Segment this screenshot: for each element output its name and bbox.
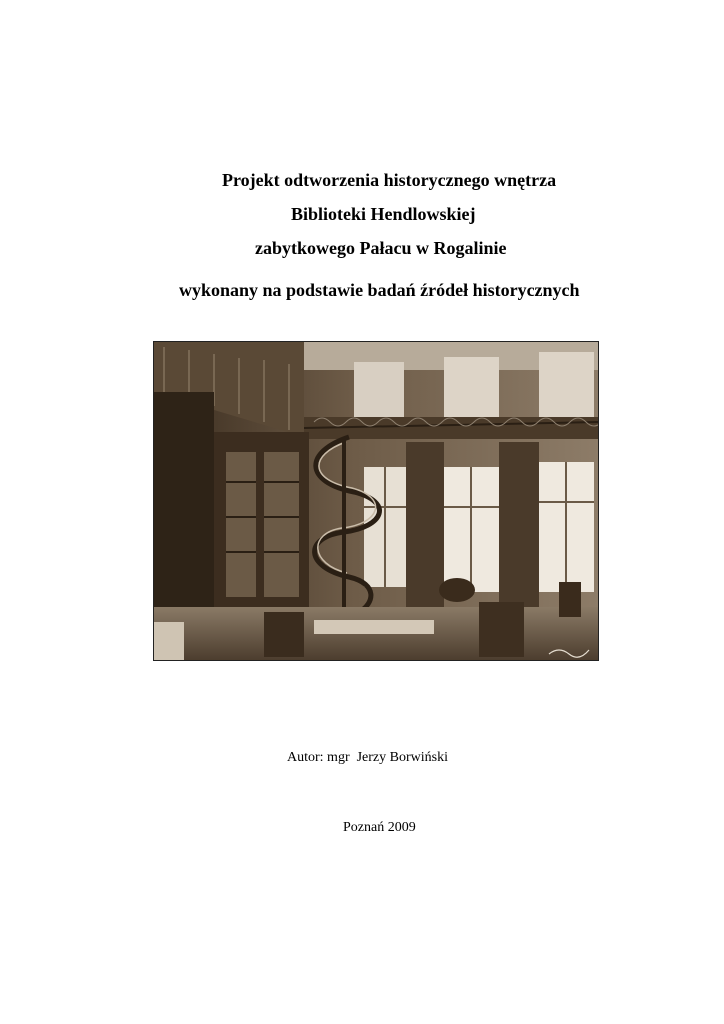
- library-photo-drawing: [154, 342, 599, 661]
- title-line-4: wykonany na podstawie badań źródeł historycznych: [179, 280, 580, 300]
- title-line-1: Projekt odtworzenia historycznego wnętrza: [222, 170, 557, 190]
- author-line: Autor: mgr Jerzy Borwiński: [287, 750, 448, 765]
- title-line-3: zabytkowego Pałacu w Rogalinie: [255, 238, 507, 258]
- place-date: Poznań 2009: [343, 820, 416, 835]
- library-photo: [153, 341, 599, 661]
- title-line-2: Biblioteki Hendlowskiej: [291, 204, 476, 224]
